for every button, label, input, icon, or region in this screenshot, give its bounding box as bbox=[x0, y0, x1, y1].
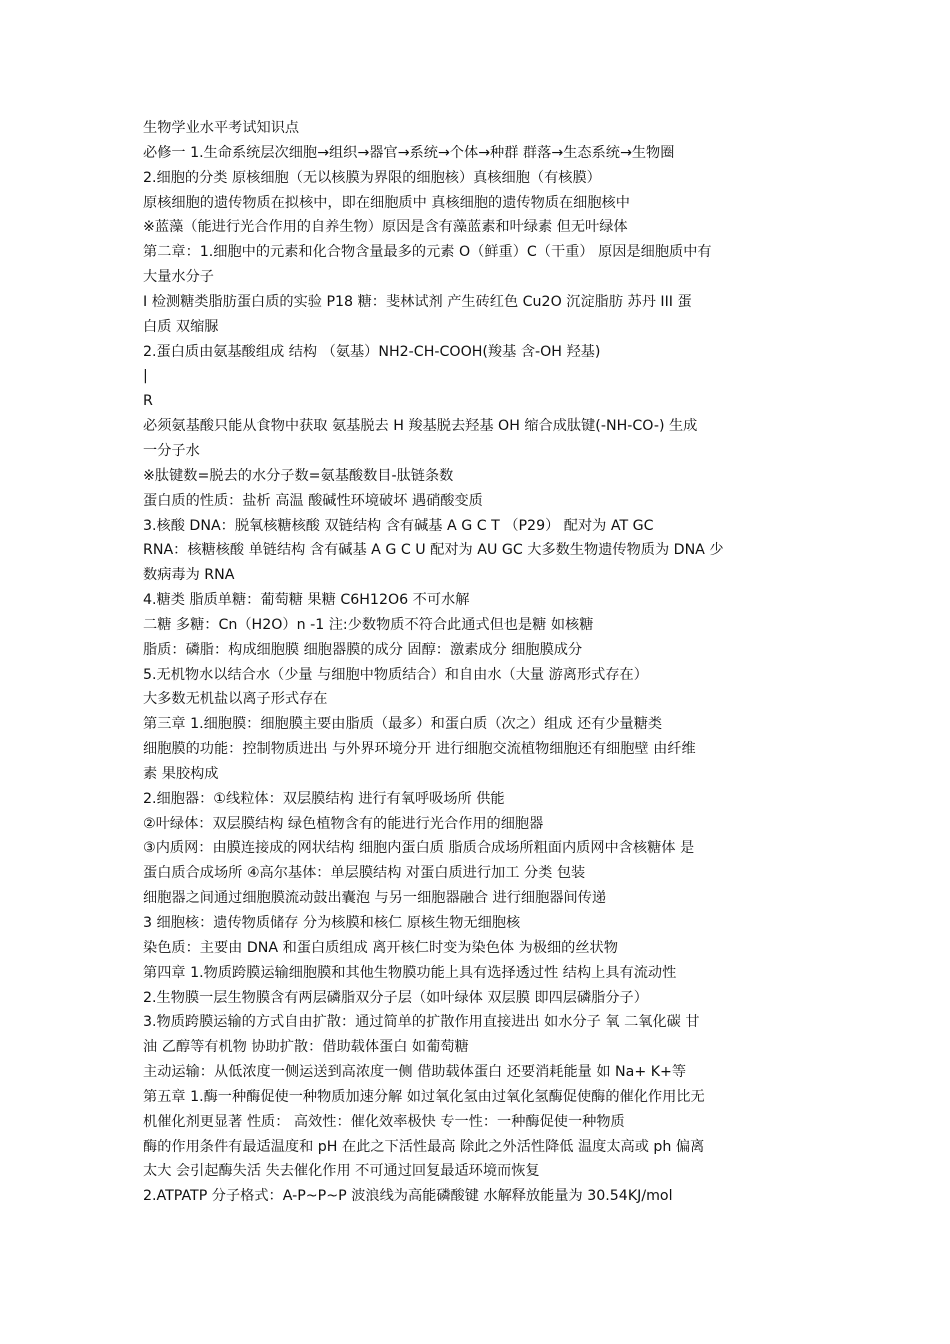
text-line: 太大 会引起酶失活 失去催化作用 不可通过回复最适环境而恢复 bbox=[143, 1163, 540, 1180]
text-line: 油 乙醇等有机物 协助扩散：借助载体蛋白 如葡萄糖 bbox=[143, 1039, 469, 1056]
text-line: 二糖 多糖：Cn（H2O）n -1 注:少数物质不符合此通式但也是糖 如核糖 bbox=[143, 616, 594, 633]
text-line: 蛋白质合成场所 ④高尔基体：单层膜结构 对蛋白质进行加工 分类 包装 bbox=[143, 865, 586, 882]
text-line: 必须氨基酸只能从食物中获取 氨基脱去 H 羧基脱去羟基 OH 缩合成肽键(-NH-CO-) 生成 bbox=[143, 418, 698, 435]
text-line: 3.核酸 DNA：脱氧核糖核酸 双链结构 含有碱基 A G C T （P29） 配对为 AT GC bbox=[143, 517, 654, 534]
text-line: 大量水分子 bbox=[143, 269, 214, 286]
text-line: 第四章 1.物质跨膜运输细胞膜和其他生物膜功能上具有选择透过性 结构上具有流动性 bbox=[143, 964, 677, 981]
text-line: 细胞器之间通过细胞膜流动鼓出囊泡 与另一细胞器融合 进行细胞器间传递 bbox=[143, 890, 607, 907]
text-line: 第二章：1.细胞中的元素和化合物含量最多的元素 O（鲜重）C（干重） 原因是细胞质中有 bbox=[143, 244, 712, 261]
text-line: 3 细胞核：遗传物质储存 分为核膜和核仁 原核生物无细胞核 bbox=[143, 915, 521, 931]
text-line: ②叶绿体：双层膜结构 绿色植物含有的能进行光合作用的细胞器 bbox=[143, 815, 544, 832]
text-line: R bbox=[143, 393, 153, 410]
text-line: 5.无机物水以结合水（少量 与细胞中物质结合）和自由水（大量 游离形式存在） bbox=[143, 666, 648, 683]
text-line: 素 果胶构成 bbox=[143, 765, 219, 782]
text-line: ③内质网：由膜连接成的网状结构 细胞内蛋白质 脂质合成场所粗面内质网中含核糖体 是 bbox=[143, 840, 695, 857]
text-line: 2.细胞器：①线粒体：双层膜结构 进行有氧呼吸场所 供能 bbox=[143, 790, 505, 807]
text-line: 一分子水 bbox=[143, 442, 200, 459]
document-page bbox=[143, 116, 811, 1209]
text-line: 机催化剂更显著 性质： 高效性：催化效率极快 专一性：一种酶促使一种物质 bbox=[143, 1113, 625, 1130]
text-line: 3.物质跨膜运输的方式自由扩散：通过简单的扩散作用直接进出 如水分子 氧 二氧化碳 甘 bbox=[143, 1014, 700, 1031]
text-line: 第五章 1.酶一种酶促使一种物质加速分解 如过氧化氢由过氧化氢酶促使酶的催化作用比无 bbox=[143, 1088, 705, 1105]
text-line: 蛋白质的性质：盐析 高温 酸碱性环境破坏 遇硝酸变质 bbox=[143, 492, 483, 509]
text-line: 白质 双缩脲 bbox=[143, 318, 219, 335]
text-line: 2.生物膜一层生物膜含有两层磷脂双分子层（如叶绿体 双层膜 即四层磷脂分子） bbox=[143, 989, 648, 1006]
text-line: 主动运输：从低浓度一侧运送到高浓度一侧 借助载体蛋白 还要消耗能量 如 Na+ K+等 bbox=[143, 1064, 687, 1081]
text-line: I 检测糖类脂肪蛋白质的实验 P18 糖：斐林试剂 产生砖红色 Cu2O 沉淀脂肪 苏丹 III 蛋 bbox=[143, 293, 692, 310]
text-line: 细胞膜的功能：控制物质进出 与外界环境分开 进行细胞交流植物细胞还有细胞壁 由纤维 bbox=[143, 741, 696, 758]
text-line: 染色质：主要由 DNA 和蛋白质组成 离开核仁时变为染色体 为极细的丝状物 bbox=[143, 939, 618, 956]
text-line: 2.ATPATP 分子格式：A-P~P~P 波浪线为高能磷酸键 水解释放能量为 30.54KJ/mol bbox=[143, 1188, 673, 1205]
text-line: 2.蛋白质由氨基酸组成 结构 （氨基）NH2-CH-COOH(羧基 含-OH 羟基) bbox=[143, 343, 601, 360]
text-line: 必修一 1.生命系统层次细胞→组织→器官→系统→个体→种群 群落→生态系统→生物圈 bbox=[143, 144, 675, 161]
text-line: 大多数无机盐以离子形式存在 bbox=[143, 691, 328, 708]
text-line: 数病毒为 RNA bbox=[143, 567, 235, 584]
text-line: 4.糖类 脂质单糖：葡萄糖 果糖 C6H12O6 不可水解 bbox=[143, 592, 470, 609]
text-line: 第三章 1.细胞膜：细胞膜主要由脂质（最多）和蛋白质（次之）组成 还有少量糖类 bbox=[143, 716, 663, 733]
text-line: ※肽键数=脱去的水分子数=氨基酸数目-肽链条数 bbox=[143, 467, 454, 484]
text-line: RNA：核糖核酸 单链结构 含有碱基 A G C U 配对为 AU GC 大多数生物遗传物质为 DNA 少 bbox=[143, 542, 724, 559]
text-line: 原核细胞的遗传物质在拟核中，即在细胞质中 真核细胞的遗传物质在细胞核中 bbox=[143, 194, 630, 211]
text-line: ※蓝藻（能进行光合作用的自养生物）原因是含有藻蓝素和叶绿素 但无叶绿体 bbox=[143, 219, 628, 236]
document-title: 生物学业水平考试知识点 bbox=[143, 120, 300, 136]
text-line: | bbox=[143, 368, 148, 385]
text-line: 脂质：磷脂：构成细胞膜 细胞器膜的成分 固醇：激素成分 细胞膜成分 bbox=[143, 641, 583, 658]
text-line: 2.细胞的分类 原核细胞（无以核膜为界限的细胞核）真核细胞（有核膜） bbox=[143, 169, 601, 186]
text-line: 酶的作用条件有最适温度和 pH 在此之下活性最高 除此之外活性降低 温度太高或 ph 偏离 bbox=[143, 1138, 705, 1155]
